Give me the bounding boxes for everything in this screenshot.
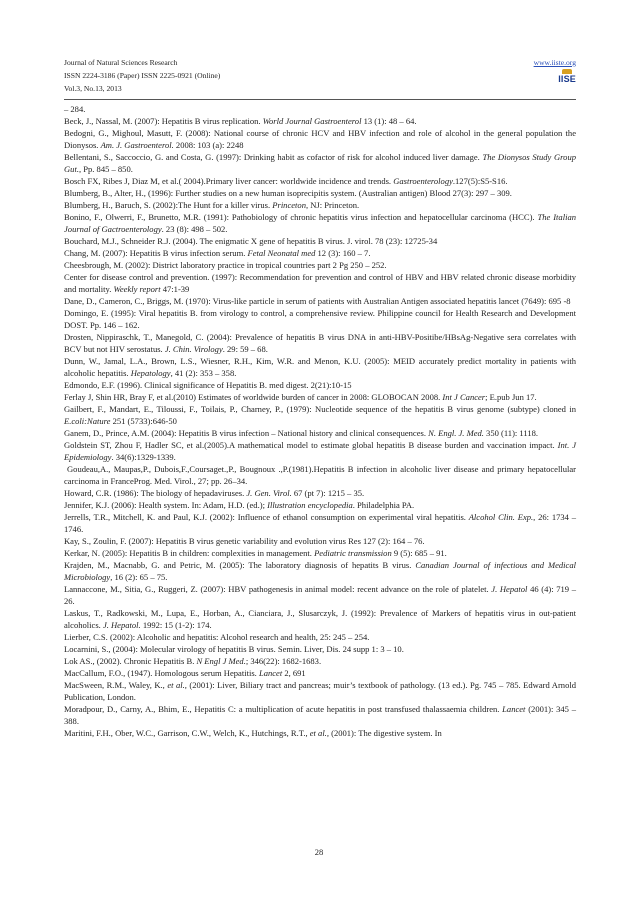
iiste-logo	[542, 69, 576, 99]
reference-text-part: Dunn, W., Jamal, L.A., Brown, L.S., Wiesner, R.H., Kim, W.R. and Menon, K.U. (2005): MEID accurately predict mortality in patients with alcoholic hepatitis.	[64, 356, 576, 378]
reference-italic-part: The Dionysos Study Group Gut.	[64, 152, 576, 174]
reference-text-part: Lannaccone, M., Sitia, G., Ruggeri, Z. (2007): HBV pathogenesis in animal model: recent advance on the role of platelet.	[64, 584, 492, 594]
reference-entry	[64, 355, 576, 379]
volume-line: Vol.3, No.13, 2013	[64, 84, 122, 93]
reference-text-part: (2001): The digestive system. In	[328, 728, 442, 738]
reference-text-part: Krajden, M., Macnabb, G. and Petric, M. (2005): The laboratory diagnosis of hepatits B virus.	[64, 560, 416, 570]
reference-italic-part: N Engl J Med.	[196, 656, 246, 666]
reference-text-part: , Pp. 845 – 850.	[78, 164, 133, 174]
reference-entry	[64, 487, 576, 499]
reference-entry	[64, 247, 576, 259]
reference-text-part: Bellentani, S., Saccoccio, G. and Costa, G. (1997): Drinking habit as cofactor of risk for alcohol induced liver damage.	[64, 152, 483, 162]
reference-italic-part: Lancet	[258, 668, 283, 678]
reference-text-part: (2001): 345 – 388.	[64, 704, 576, 726]
logo-text: IISE	[558, 74, 576, 84]
reference-text-part: Ganem, D., Prince, A.M. (2004): Hepatitis B virus infection – National history and clinical consequences.	[64, 428, 429, 438]
reference-text-part: Bosch FX, Ribes J, Diaz M, et al.( 2004).Primary liver cancer: worldwide incidence and trends.	[64, 176, 394, 186]
reference-italic-part: World Journal Gastroenterol	[262, 116, 362, 126]
reference-entry	[64, 463, 576, 487]
reference-text-part: , 16 (2): 65 – 75.	[110, 572, 168, 582]
reference-entry	[64, 127, 576, 151]
reference-text-part: . Philadelphia PA.	[352, 500, 415, 510]
reference-entry	[64, 331, 576, 355]
reference-text-part: 13 (1): 48 – 64.	[361, 116, 417, 126]
reference-entry	[64, 511, 576, 535]
reference-italic-part: E.coli:Nature	[64, 416, 111, 426]
reference-text-part: 2008: 103 (a): 2248	[173, 140, 244, 150]
reference-entry	[64, 583, 576, 607]
reference-text-part: , NJ: Princeton.	[305, 200, 360, 210]
reference-italic-part: Princeton	[272, 200, 306, 210]
reference-entry	[64, 679, 576, 703]
reference-text-part: Drosten, Nippiraschk, T., Manegold, C. (2004): Prevalence of hepatitis B virus DNA in anti-HBV-Positibe/HBsAg-Negative sera correlates with BCV but not HIV serostatus.	[64, 332, 576, 354]
reference-list	[64, 103, 576, 739]
reference-italic-part: Gastroenterology	[393, 176, 453, 186]
reference-entry	[64, 379, 576, 391]
reference-entry	[64, 727, 576, 739]
reference-text-part: Kerkar, N. (2005): Hepatitis B in children: complexities in management.	[64, 548, 315, 558]
reference-text-part: 12 (3): 160 – 7.	[315, 248, 371, 258]
reference-entry	[64, 535, 576, 547]
reference-italic-part: Weekly report	[113, 284, 161, 294]
reference-text-part: Maritini, F.H., Ober, W.C., Garrison, C.W., Welch, K., Hutchings, R.T.,	[64, 728, 310, 738]
reference-text-part: ; E.pub Jun 17.	[485, 392, 537, 402]
reference-entry	[64, 151, 576, 175]
reference-text-part: Goldstein ST, Zhou F, Hadler SC, et al.(2005).A mathematical model to estimate global hepatitis B disease burden and vaccination impact.	[64, 440, 558, 450]
page-number: 28	[314, 847, 324, 857]
reference-text-part: Center for disease control and prevention. (1997): Recommendation for prevention and control of HBV and HBV related chronic disease morbidity and mortality.	[64, 272, 576, 294]
issn-line: ISSN 2224-3186 (Paper) ISSN 2225-0921 (Online)	[64, 71, 221, 80]
reference-italic-part: Pediatric transmission	[314, 548, 392, 558]
reference-text-part: Howard, C.R. (1986): The biology of hepadaviruses.	[64, 488, 247, 498]
reference-italic-part: Hepatology	[130, 368, 171, 378]
reference-entry	[64, 259, 576, 271]
reference-entry	[64, 547, 576, 559]
reference-text-part: (2001): Liver, Biliary tract and pancreas; muir’s textbook of pathology. (13 ed.). Pg. 745 – 785. Edward Arnold Publication, London.	[64, 680, 576, 702]
reference-entry	[64, 655, 576, 667]
reference-text-part: Blumberg, B., Alter, H., (1996): Further studies on a new human isoprecipitis system. (Australian antigen) Blood 27(3): 297 – 309.	[64, 188, 512, 198]
reference-text-part: Gailbert, F., Mandart, E., Tiloussi, F., Toilais, P., Charney, P., (1979): Nucleotide sequence of the hepatitis B virus genome (subtype) cloned in	[64, 404, 576, 414]
header-divider	[64, 99, 576, 100]
reference-text-part: Lierber, C.S. (2002): Alcoholic and hepatitis: Alcohol research and health, 25: 245 – 254.	[64, 632, 370, 642]
reference-italic-part: J. Hepatol.	[102, 620, 141, 630]
reference-italic-part: Illustration encyclopedia	[267, 500, 353, 510]
reference-text-part: 67 (pt 7): 1215 – 35.	[291, 488, 365, 498]
reference-text-part: 47:1-39	[160, 284, 190, 294]
reference-text-part: . 29: 59 – 68.	[222, 344, 268, 354]
reference-text-part: Jennifer, K.J. (2006): Health system. In: Adam, H.D. (ed.);	[64, 500, 268, 510]
reference-entry	[64, 295, 576, 307]
reference-italic-part: J. Gen. Virol.	[246, 488, 292, 498]
reference-text-part: Ferlay J, Shin HR, Bray F, et al.(2010) Estimates of worldwide burden of cancer in 2008: GLOBOCAN 2008.	[64, 392, 443, 402]
journal-name: Journal of Natural Sciences Research	[64, 58, 178, 67]
reference-italic-part: Alcohol Clin. Exp.	[468, 512, 534, 522]
reference-italic-part: Int. J Epidemiology	[64, 440, 576, 462]
reference-entry	[64, 559, 576, 583]
reference-entry	[64, 667, 576, 679]
reference-text-part: Blumberg, H., Baruch, S. (2002):The Hunt for a killer virus.	[64, 200, 273, 210]
reference-italic-part: Lancet	[502, 704, 526, 714]
reference-entry	[64, 211, 576, 235]
reference-text-part: 9 (5): 685 – 91.	[391, 548, 447, 558]
reference-entry	[64, 703, 576, 727]
reference-text-part: Bouchard, M.J., Schneider R.J. (2004). The enigmatic X gene of hepatitis B virus. J. virol. 78 (23): 12725-34	[64, 236, 438, 246]
reference-text-part: Bonino, F., Olwerri, F., Brunetto, M.R. (1991): Pathobiology of chronic hepatitis virus infection and hepatocellular carcinoma (HCC).	[64, 212, 538, 222]
reference-text-part: , 26: 1734 – 1746.	[64, 512, 576, 534]
reference-entry	[64, 235, 576, 247]
reference-text-part: MacCallum, F.O., (1947). Homologous serum Hepatitis.	[64, 668, 259, 678]
reference-entry	[64, 175, 576, 187]
reference-entry	[64, 307, 576, 331]
reference-entry	[64, 391, 576, 403]
reference-text-part: Goudeau,A., Maupas,P., Dubois,F.,Coursaget.,P., Bougnoux .,P.(1981).Hepatitis B infection in alcoholic liver disease and primary hepatocellular carcinoma in FranceProg. Med. Virol., 27; pp. 26–34.	[64, 464, 576, 486]
reference-text-part: ; 346(22): 1682-1683.	[245, 656, 322, 666]
reference-text-part: Dane, D., Cameron, C., Briggs, M. (1970): Virus-like particle in serum of patients with Australian Antigen associated hepatitis lancet (7649): 695 -8	[64, 296, 571, 306]
reference-text-part: . 34(6):1329-1339.	[111, 452, 176, 462]
reference-entry	[64, 427, 576, 439]
reference-italic-part: J. Chin. Virology	[164, 344, 223, 354]
reference-text-part: Edmondo, E.F. (1996). Clinical significance of Hepatitis B. med digest. 2(21):10-15	[64, 380, 352, 390]
reference-entry	[64, 403, 576, 427]
reference-text-part: .127(5):S5-S16.	[452, 176, 508, 186]
reference-text-part: – 284.	[64, 104, 86, 114]
reference-entry	[64, 499, 576, 511]
reference-text-part: Kay, S., Zoulin, F. (2007): Hepatitis B virus genetic variability and evolution virus Res 127 (2): 164 – 76.	[64, 536, 425, 546]
reference-text-part: Jerrells, T.R., Mitchell, K. and Paul, K.J. (2002): Influence of ethanol consumption on experimental viral hepatitis.	[64, 512, 469, 522]
reference-text-part: Bedogni, G., Mighoul, Masutt, F. (2008): National course of chronic HCV and HBV infection and role of alcohol in the general population the Dionysos.	[64, 128, 576, 150]
reference-entry	[64, 631, 576, 643]
reference-italic-part: Int J Cancer	[442, 392, 486, 402]
reference-text-part: 350 (11): 1118.	[483, 428, 539, 438]
reference-text-part: Cheesbrough, M. (2002): District laboratory practice in tropical countries part 2 Pg 250 – 252.	[64, 260, 387, 270]
page-header	[64, 56, 576, 100]
reference-text-part: Locarnini, S., (2004): Molecular virology of hepatitis B virus. Semin. Liver, Dis. 24 supp 1: 3 – 10.	[64, 644, 404, 654]
reference-entry	[64, 643, 576, 655]
journal-url-link[interactable]: www.iiste.org	[533, 58, 576, 67]
reference-entry	[64, 439, 576, 463]
reference-text-part: 46 (4): 719 – 26.	[64, 584, 576, 606]
reference-italic-part: Am. J. Gastroenterol.	[100, 140, 174, 150]
reference-text-part: Lok AS., (2002). Chronic Hepatitis B.	[64, 656, 197, 666]
reference-text-part: 1992: 15 (1-2): 174.	[140, 620, 212, 630]
reference-italic-part: et al.,	[167, 680, 187, 690]
reference-italic-part: J. Hepatol	[491, 584, 528, 594]
reference-italic-part: The Italian Journal of Gactroenterology	[64, 212, 576, 234]
reference-italic-part: et al.,	[309, 728, 329, 738]
reference-entry	[64, 103, 576, 115]
reference-text-part: 251 (5733):646-50	[110, 416, 177, 426]
reference-italic-part: Fetal Neonatal med	[247, 248, 316, 258]
reference-entry	[64, 271, 576, 295]
reference-entry	[64, 199, 576, 211]
reference-text-part: 2, 691	[282, 668, 306, 678]
reference-italic-part: Canadian Journal of infectious and Medical Microbiology	[64, 560, 576, 582]
reference-text-part: Laskus, T., Radkowski, M., Lupa, E., Horban, A., Cianciara, J., Slusarczyk, J. (1992): Prevalence of Markers of hepatitis virus in out-patient alcoholics.	[64, 608, 576, 630]
reference-text-part: Beck, J., Nassal, M. (2007): Hepatitis B virus replication.	[64, 116, 263, 126]
reference-text-part: . 23 (8): 498 – 502.	[161, 224, 228, 234]
reference-text-part: MacSween, R.M., Waley, K.,	[64, 680, 168, 690]
reference-entry	[64, 187, 576, 199]
reference-entry	[64, 115, 576, 127]
reference-text-part: Domingo, E. (1995): Viral hepatitis B. from virology to control, a comprehensive review. Philippine council for Health Research and Development DOST. Pp. 146 – 162.	[64, 308, 576, 330]
reference-text-part: Moradpour, D., Carny, A., Bhim, E., Hepatitis C: a multiplication of acute hepatitis in post transfused thalassaemia children.	[64, 704, 503, 714]
reference-text-part: , 41 (2): 353 – 358.	[170, 368, 237, 378]
reference-entry	[64, 607, 576, 631]
reference-italic-part: N. Engl. J. Med.	[428, 428, 484, 438]
reference-text-part: Chang, M. (2007): Hepatitis B virus infection serum.	[64, 248, 248, 258]
